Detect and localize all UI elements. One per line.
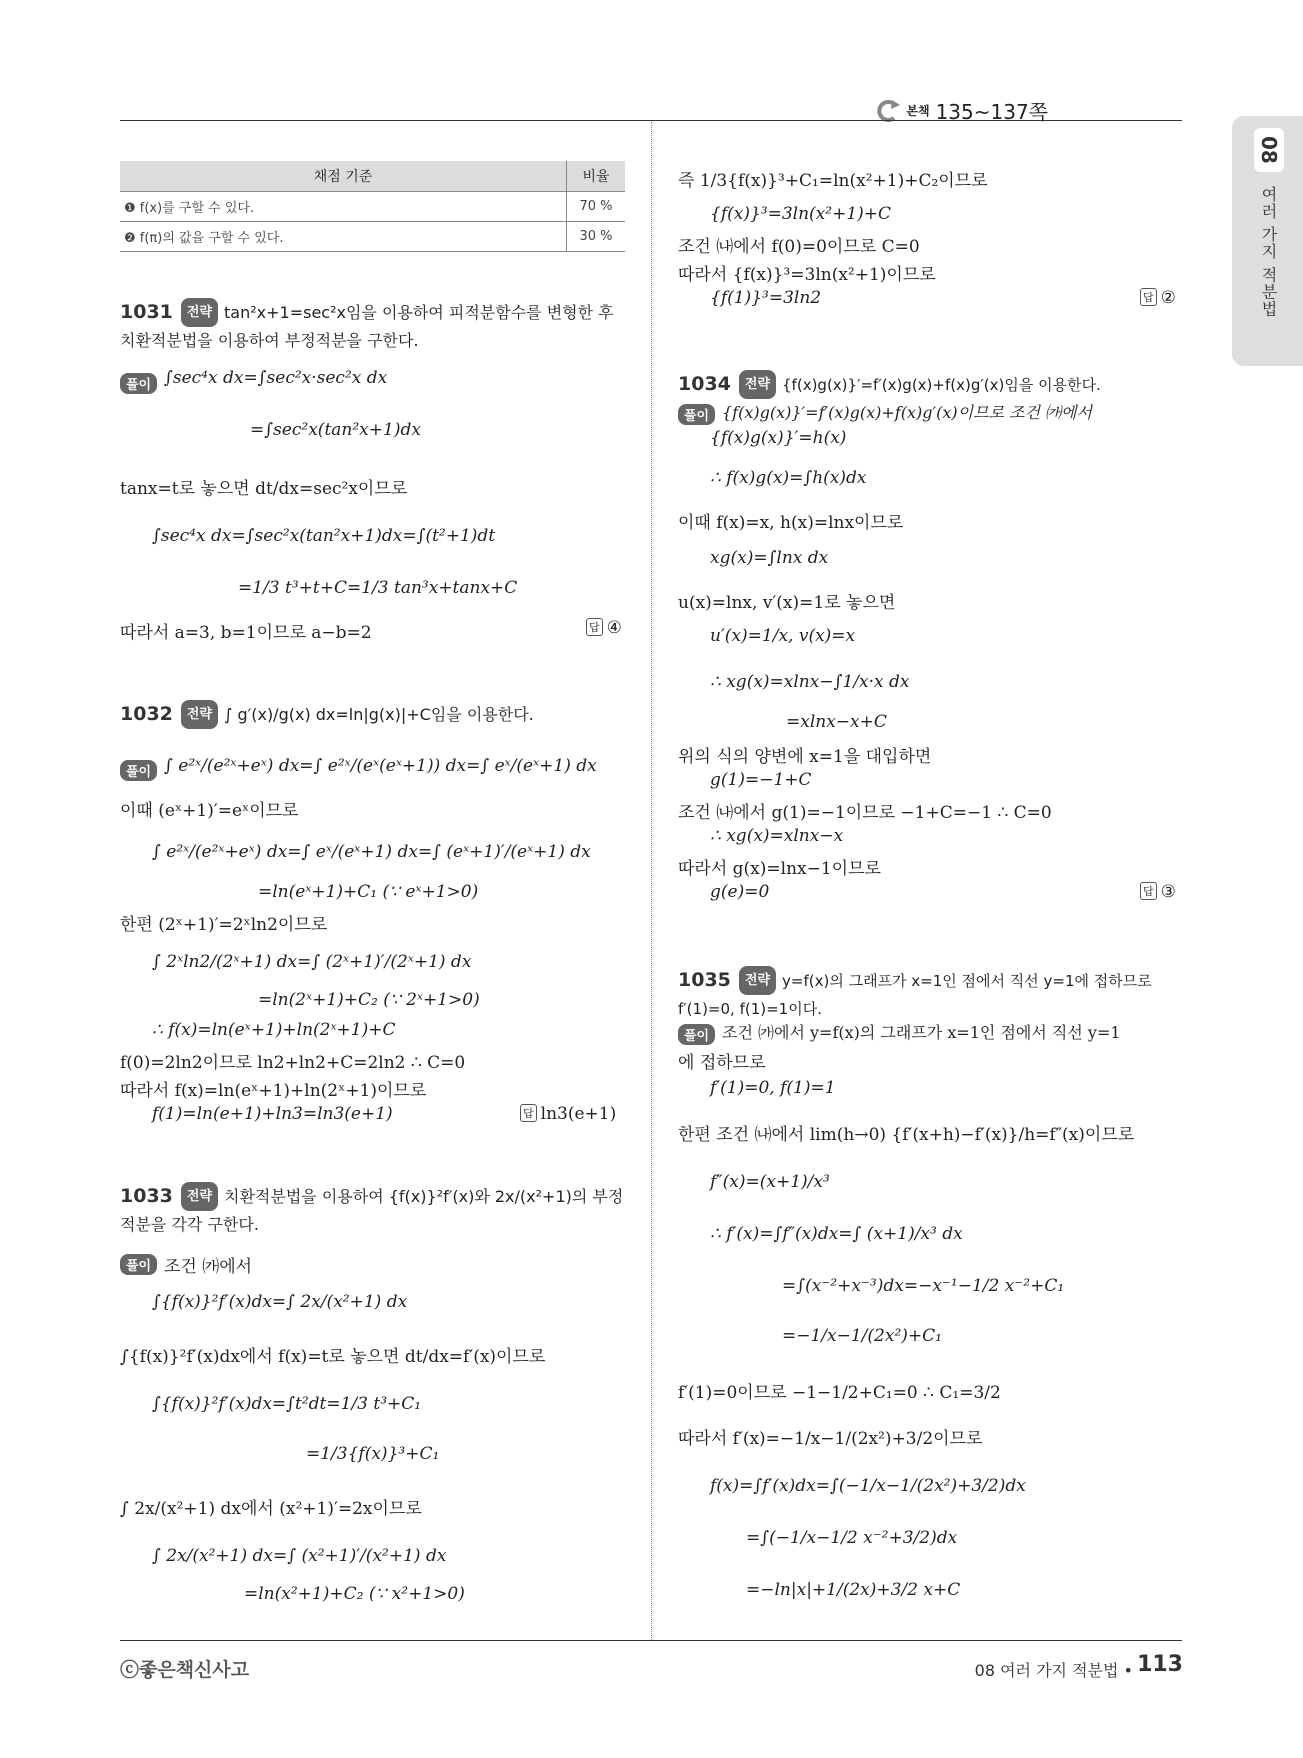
strategy-text: {f(x)g(x)}′=f′(x)g(x)+f(x)g′(x)임을 이용한다.	[782, 376, 1101, 394]
solution-line: =1/3{f(x)}³+C₁	[306, 1444, 440, 1464]
answer	[1140, 288, 1176, 308]
chapter-number: 08	[1254, 128, 1284, 172]
solution-line: 조건 ㈏에서 f(0)=0이므로 C=0	[678, 237, 920, 257]
problem-1035-header	[678, 966, 1183, 1023]
solution-line: f(1)=ln(e+1)+ln3=ln3(e+1)	[152, 1104, 393, 1124]
ratio-cell: 70 %	[567, 192, 626, 222]
solution-line: 즉 1/3{f(x)}³+C₁=ln(x²+1)+C₂이므로	[678, 171, 988, 191]
solution-line: f′(1)=0이므로 −1−1/2+C₁=0 ∴ C₁=3/2	[678, 1383, 1001, 1403]
strategy-text: 치환적분법을 이용하여 {f(x)}²f′(x)와 2x/(x²+1)의 부정적분을 각각 구한다.	[120, 1187, 624, 1234]
solution-line: 에 접하므로	[678, 1053, 766, 1073]
table-row	[120, 192, 625, 222]
chapter-title: 여러 가지 적분법	[1259, 186, 1278, 318]
ratio-header: 비율	[567, 161, 626, 192]
strategy-badge: 전략	[181, 700, 218, 729]
strategy-text: y=f(x)의 그래프가 x=1인 점에서 직선 y=1에 접하므로 f′(1)=0, f(1)=1이다.	[678, 972, 1152, 1018]
strategy-badge: 전략	[739, 966, 776, 995]
answer-value: ④	[606, 618, 622, 638]
answer-icon: 답	[586, 618, 603, 636]
solution-line: tanx=t로 놓으면 dt/dx=sec²x이므로	[120, 479, 408, 499]
answer	[1140, 882, 1176, 902]
solution-line: ∫ e²ˣ/(e²ˣ+eˣ) dx=∫ eˣ/(eˣ+1) dx=∫ (eˣ+1)′/(eˣ+1) dx	[152, 842, 591, 862]
solution-line: {f(x)}³=3ln(x²+1)+C	[710, 204, 892, 224]
solution-line: xg(x)=∫lnx dx	[710, 548, 829, 568]
reference-pages: 135~137쪽	[935, 100, 1048, 124]
solution-line: 따라서 f(x)=ln(eˣ+1)+ln(2ˣ+1)이므로	[120, 1081, 427, 1101]
problem-1034-header	[678, 370, 1188, 399]
criterion-cell: ❶ f(x)를 구할 수 있다.	[120, 192, 567, 222]
chapter-side-tab	[1232, 116, 1303, 366]
problem-number: 1033	[120, 1185, 173, 1207]
solution-line: =ln(eˣ+1)+C₁ (∵ eˣ+1>0)	[258, 882, 479, 902]
publisher-logo: ⓒ좋은책신사고	[120, 1659, 250, 1681]
solution-line: 한편 조건 ㈏에서 lim(h→0) {f′(x+h)−f′(x)}/h=f″(x)이므로	[678, 1125, 1135, 1145]
solution-line: ∴ xg(x)=xlnx−x	[710, 826, 844, 846]
solution-line: =−1/x−1/(2x²)+C₁	[782, 1326, 942, 1346]
strategy-badge: 전략	[181, 1182, 218, 1211]
solution-line: 따라서 g(x)=lnx−1이므로	[678, 859, 881, 879]
answer	[520, 1104, 616, 1124]
criterion-cell: ❷ f(π)의 값을 구할 수 있다.	[120, 222, 567, 252]
strategy-badge: 전략	[181, 298, 218, 327]
solution-line: ∫sec⁴x dx=∫sec²x(tan²x+1)dx=∫(t²+1)dt	[152, 526, 496, 546]
ratio-cell: 30 %	[567, 222, 626, 252]
problem-number: 1034	[678, 373, 731, 395]
solution-line: ∫{f(x)}²f′(x)dx=∫ 2x/(x²+1) dx	[152, 1292, 408, 1312]
solution-line: =ln(x²+1)+C₂ (∵ x²+1>0)	[244, 1584, 465, 1604]
solution-line: =ln(2ˣ+1)+C₂ (∵ 2ˣ+1>0)	[258, 990, 480, 1010]
strategy-badge: 전략	[739, 370, 776, 399]
solution-line: ∫{f(x)}²f′(x)dx에서 f(x)=t로 놓으면 dt/dx=f′(x)이므로	[120, 1347, 546, 1367]
solution-line: ∴ f(x)=ln(eˣ+1)+ln(2ˣ+1)+C	[152, 1020, 396, 1040]
strategy-text: ∫ g′(x)/g(x) dx=ln|g(x)|+C임을 이용한다.	[224, 705, 534, 724]
answer-value: ②	[1160, 288, 1176, 308]
solution-line: ∫ 2x/(x²+1) dx=∫ (x²+1)′/(x²+1) dx	[152, 1546, 447, 1566]
problem-1031-header	[120, 298, 630, 354]
solution-badge: 풀이	[678, 404, 715, 425]
answer-value: ln3(e+1)	[540, 1104, 617, 1124]
strategy-text: tan²x+1=sec²x임을 이용하여 피적분함수를 변형한 후 치환적분법을 이용하여 부정적분을 구한다.	[120, 303, 614, 350]
solution-badge: 풀이	[678, 1024, 715, 1045]
solution-line: g(1)=−1+C	[710, 770, 812, 790]
problem-1032-header	[120, 700, 630, 729]
return-arrow-icon	[874, 100, 900, 122]
solution-line: 따라서 a=3, b=1이므로 a−b=2	[120, 623, 372, 643]
top-rule	[120, 120, 1182, 121]
solution-line: f(x)=∫f′(x)dx=∫(−1/x−1/(2x²)+3/2)dx	[710, 1476, 1026, 1496]
solution-line: 따라서 {f(x)}³=3ln(x²+1)이므로	[678, 265, 936, 285]
problem-number: 1031	[120, 301, 173, 323]
solution-line: ∴ xg(x)=xlnx−∫1/x·x dx	[710, 672, 910, 692]
answer	[586, 618, 622, 638]
solution-line: =∫(x⁻²+x⁻³)dx=−x⁻¹−1/2 x⁻²+C₁	[782, 1276, 1065, 1296]
solution-line: =1/3 t³+t+C=1/3 tan³x+tanx+C	[238, 578, 518, 598]
solution-line: ∫ 2x/(x²+1) dx에서 (x²+1)′=2x이므로	[120, 1499, 422, 1519]
solution-line: ∴ f′(x)=∫f″(x)dx=∫ (x+1)/x³ dx	[710, 1224, 963, 1244]
solution-line: u′(x)=1/x, v(x)=x	[710, 626, 856, 646]
problem-1033-header	[120, 1182, 630, 1238]
solution-line: ∫{f(x)}²f′(x)dx=∫t²dt=1/3 t³+C₁	[152, 1394, 422, 1414]
solution-line: 위의 식의 양변에 x=1을 대입하면	[678, 747, 932, 767]
solution-line: 조건 ㈎에서	[164, 1257, 253, 1277]
grading-table	[120, 161, 625, 252]
solution-badge: 풀이	[120, 373, 157, 394]
solution-line: 조건 ㈎에서 y=f(x)의 그래프가 x=1인 점에서 직선 y=1	[722, 1023, 1121, 1042]
solution-line: ∫sec⁴x dx=∫sec²x·sec²x dx	[164, 368, 388, 388]
problem-number: 1032	[120, 703, 173, 725]
solution-line: 한편 (2ˣ+1)′=2ˣln2이므로	[120, 915, 328, 935]
reference-label: 본책	[906, 104, 930, 118]
solution-line: =∫sec²x(tan²x+1)dx	[250, 420, 421, 440]
solution-line: f′(1)=0, f(1)=1	[710, 1078, 836, 1098]
solution-badge: 풀이	[120, 1254, 157, 1275]
answer-icon: 답	[1140, 882, 1157, 900]
solution-line: =∫(−1/x−1/2 x⁻²+3/2)dx	[746, 1528, 958, 1548]
footer-chapter: 08 여러 가지 적분법 •	[974, 1661, 1133, 1680]
problem-number: 1035	[678, 969, 731, 991]
solution-line: {f(x)g(x)}′=f′(x)g(x)+f(x)g′(x)이므로 조건 ㈎에서	[722, 403, 1092, 422]
answer-icon: 답	[1140, 288, 1157, 306]
solution-badge: 풀이	[120, 760, 157, 781]
solution-line: 이때 (eˣ+1)′=eˣ이므로	[120, 801, 299, 821]
solution-line: 조건 ㈏에서 g(1)=−1이므로 −1+C=−1 ∴ C=0	[678, 803, 1052, 823]
solution-line: ∫ e²ˣ/(e²ˣ+eˣ) dx=∫ e²ˣ/(eˣ(eˣ+1)) dx=∫ eˣ/(eˣ+1) dx	[164, 756, 597, 776]
solution-line: {f(1)}³=3ln2	[710, 288, 822, 308]
solution-line: ∫ 2ˣln2/(2ˣ+1) dx=∫ (2ˣ+1)′/(2ˣ+1) dx	[152, 952, 472, 972]
solution-line: g(e)=0	[710, 882, 770, 902]
solution-line: u(x)=lnx, v′(x)=1로 놓으면	[678, 593, 896, 613]
table-row	[120, 222, 625, 252]
solution-line: 따라서 f′(x)=−1/x−1/(2x²)+3/2이므로	[678, 1429, 983, 1449]
criterion-header: 채점 기준	[120, 161, 567, 192]
solution-line: ∴ f(x)g(x)=∫h(x)dx	[710, 468, 867, 488]
solution-line: f(0)=2ln2이므로 ln2+ln2+C=2ln2 ∴ C=0	[120, 1053, 466, 1073]
answer-icon: 답	[520, 1104, 537, 1122]
page-number: 113	[1137, 1652, 1183, 1677]
bottom-rule	[120, 1640, 1182, 1641]
solution-line: {f(x)g(x)}′=h(x)	[710, 428, 847, 448]
solution-line: =xlnx−x+C	[786, 712, 887, 732]
solution-line: f″(x)=(x+1)/x³	[710, 1172, 830, 1192]
solution-line: 이때 f(x)=x, h(x)=lnx이므로	[678, 513, 904, 533]
solution-line: =−ln|x|+1/(2x)+3/2 x+C	[746, 1580, 961, 1600]
column-divider	[651, 122, 652, 1640]
answer-value: ③	[1160, 882, 1176, 902]
